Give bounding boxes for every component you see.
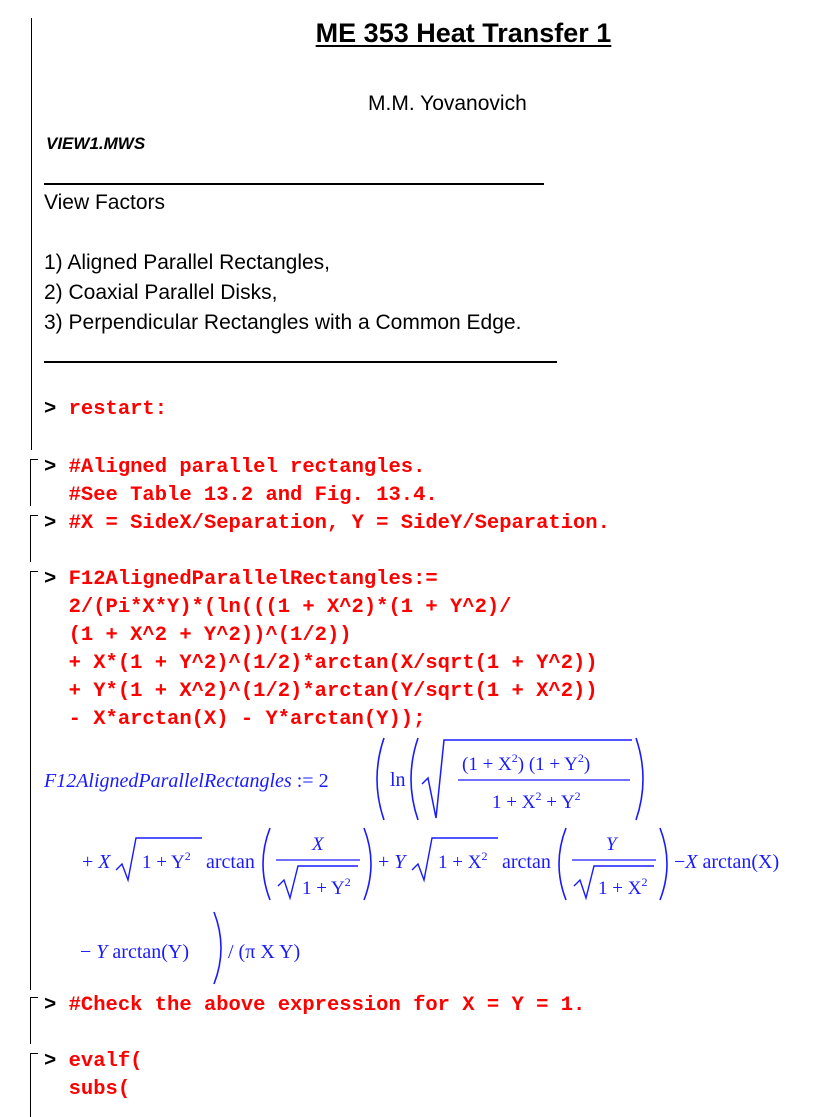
svg-text:1 + X2 + Y2: $1 + X^2 + Y^2$: [492, 789, 581, 813]
prompt-symbol: >: [44, 568, 57, 591]
svg-text:ln: ln: [390, 769, 406, 791]
list-item: 3) Perpendicular Rectangles with a Common Edge.: [44, 311, 522, 334]
svg-text:1 + X2: $1 + X^2$: [598, 875, 648, 899]
command-input-restart[interactable]: [44, 396, 167, 424]
command-line: subs(: [68, 1078, 131, 1101]
command-input-evalf[interactable]: [44, 1048, 142, 1104]
svg-text:1 + X2: $1 + X^2$: [438, 849, 488, 873]
command-input-comment[interactable]: [44, 992, 585, 1020]
command-line: evalf(: [68, 1050, 143, 1073]
prompt-symbol: >: [44, 512, 57, 535]
command-line: #X = SideX/Separation, Y = SideY/Separation.: [68, 512, 610, 535]
list-item: 2) Coaxial Parallel Disks,: [44, 281, 278, 304]
worksheet-filename: VIEW1.MWS: [46, 134, 146, 153]
svg-text:1 + Y2: $1 + Y^2$: [142, 849, 191, 873]
prompt-symbol: >: [44, 994, 57, 1017]
prompt-symbol: >: [44, 398, 57, 421]
output-arctan-terms: [78, 826, 818, 902]
svg-text:− Y arctan(Y): − Y arctan(Y): [80, 941, 190, 963]
command-line: 2/(Pi*X*Y)*(ln(((1 + X^2)*(1 + Y^2)/: [68, 596, 512, 619]
output-lhs: F12AlignedParallelRectangles := 2: [44, 770, 329, 792]
svg-text:1 + Y2: $1 + Y^2$: [302, 875, 351, 899]
section-heading: View Factors: [44, 191, 165, 214]
divider-top: [44, 183, 544, 185]
section-bracket: [31, 18, 32, 450]
svg-text:arctan: arctan: [502, 851, 551, 873]
output-ln-term: [374, 736, 654, 822]
svg-text:/ (π X Y): / (π X Y): [228, 941, 301, 963]
execution-group-bracket[interactable]: [30, 515, 38, 562]
execution-group-bracket[interactable]: [30, 1053, 38, 1117]
svg-text:+ Y: + Y: [378, 851, 406, 873]
svg-text:X: X: [312, 834, 324, 855]
list-item: 1) Aligned Parallel Rectangles,: [44, 251, 331, 274]
command-line: - X*arctan(X) - Y*arctan(Y));: [68, 708, 426, 731]
execution-group-bracket[interactable]: [30, 997, 38, 1044]
svg-text:−X arctan(X): −X arctan(X): [674, 851, 780, 873]
svg-text:+ X: + X: [82, 851, 111, 873]
command-input-comment[interactable]: [44, 454, 438, 510]
svg-text:(1 + X2) (1 + Y2): $(1 + X^2)$ $(1 + Y^2)$: [462, 751, 591, 775]
command-input-formula[interactable]: [44, 566, 598, 734]
command-line: F12AlignedParallelRectangles:=: [68, 568, 438, 591]
command-input-comment[interactable]: [44, 510, 610, 538]
prompt-symbol: >: [44, 1050, 57, 1073]
execution-group-bracket[interactable]: [30, 459, 38, 506]
command-line: + X*(1 + Y^2)^(1/2)*arctan(X/sqrt(1 + Y^2)): [68, 652, 598, 675]
svg-text:arctan: arctan: [206, 851, 255, 873]
svg-text:Y: Y: [606, 834, 617, 855]
command-line: (1 + X^2 + Y^2))^(1/2)): [68, 624, 352, 647]
prompt-symbol: >: [44, 456, 57, 479]
author-name: M.M. Yovanovich: [368, 92, 527, 115]
command-line: + Y*(1 + X^2)^(1/2)*arctan(Y/sqrt(1 + X^2)): [68, 680, 598, 703]
execution-group-bracket[interactable]: [30, 571, 38, 990]
divider-bottom: [44, 361, 557, 363]
command-line: #Check the above expression for X = Y = 1.: [68, 994, 586, 1017]
command-line: #Aligned parallel rectangles.: [68, 456, 426, 479]
output-tail-term: [78, 910, 338, 986]
command-line: #See Table 13.2 and Fig. 13.4.: [68, 484, 438, 507]
page-title: ME 353 Heat Transfer 1: [315, 18, 612, 48]
command-line: restart:: [68, 398, 168, 421]
